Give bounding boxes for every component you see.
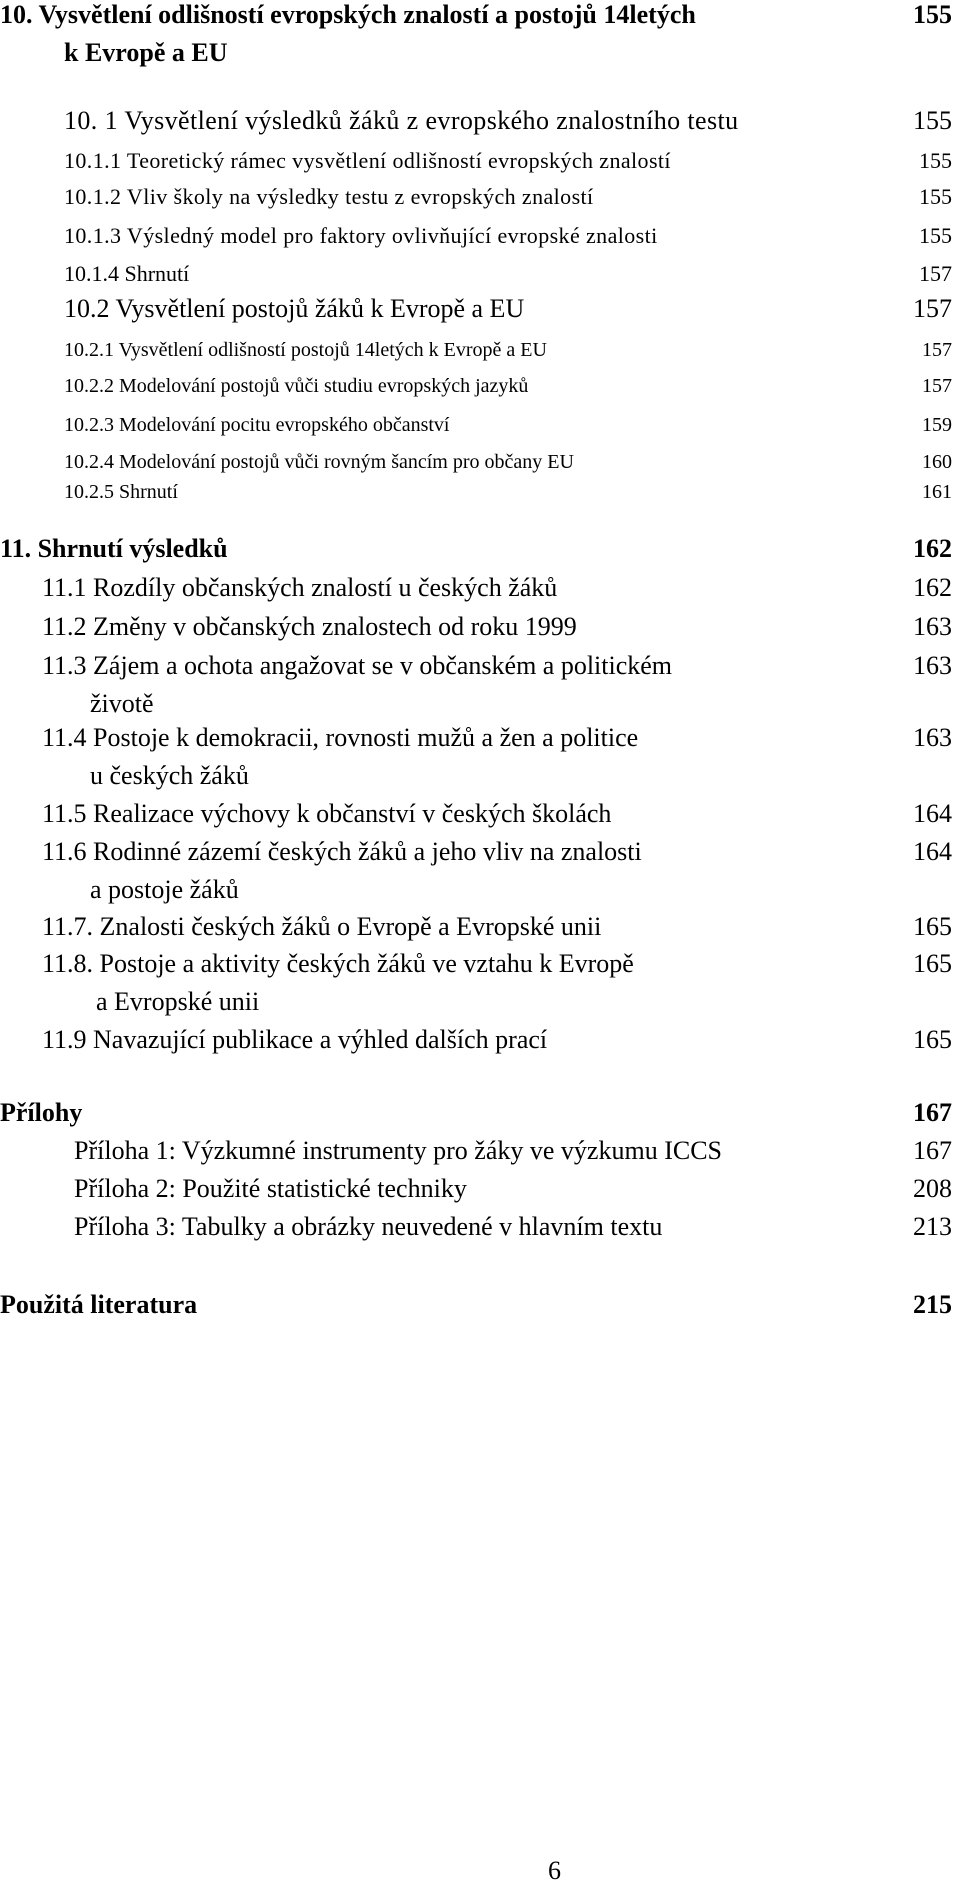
toc-entry-11-4-page: 163 xyxy=(913,723,952,752)
toc-entry-10-2-2: 10.2.2 Modelování postojů vůči studiu evropských jazyků xyxy=(64,375,529,397)
toc-entry-11-3: 11.3 Zájem a ochota angažovat se v občanském a politickém xyxy=(42,651,673,680)
toc-entry-10-1-1-page: 155 xyxy=(919,148,952,173)
toc-appendix-1-page: 167 xyxy=(913,1136,952,1165)
toc-appendix-2: Příloha 2: Použité statistické techniky xyxy=(74,1174,467,1203)
chapter10-title-line1: 10. Vysvětlení odlišností evropských znalostí a postojů 14letých xyxy=(0,0,696,29)
toc-entry-10-1-1: 10.1.1 Teoretický rámec vysvětlení odlišností evropských znalostí xyxy=(64,148,671,173)
literature-page: 215 xyxy=(913,1290,952,1319)
toc-entry-11-2: 11.2 Změny v občanských znalostech od roku 1999 xyxy=(42,612,577,641)
toc-entry-11-5: 11.5 Realizace výchovy k občanství v českých školách xyxy=(42,799,612,828)
toc-entry-10-2-4: 10.2.4 Modelování postojů vůči rovným šancím pro občany EU xyxy=(64,451,574,473)
toc-entry-10-2: 10.2 Vysvětlení postojů žáků k Evropě a EU xyxy=(64,294,525,323)
toc-entry-11-6: 11.6 Rodinné zázemí českých žáků a jeho vliv na znalosti xyxy=(42,837,642,866)
chapter11-page: 162 xyxy=(913,534,952,563)
toc-entry-11-6-page: 164 xyxy=(913,837,952,866)
toc-entry-11-4: 11.4 Postoje k demokracii, rovnosti mužů a žen a politice xyxy=(42,723,639,752)
toc-entry-11-8: 11.8. Postoje a aktivity českých žáků ve vztahu k Evropě xyxy=(42,949,634,978)
chapter11-title: 11. Shrnutí výsledků xyxy=(0,534,228,563)
toc-entry-11-3-page: 163 xyxy=(913,651,952,680)
toc-entry-10-2-5-page: 161 xyxy=(922,481,952,503)
toc-entry-10-1-2-page: 155 xyxy=(919,184,952,209)
toc-entry-11-4-line2: u českých žáků xyxy=(90,761,249,790)
toc-entry-11-6-line2: a postoje žáků xyxy=(90,875,239,904)
toc-entry-10-1-3-page: 155 xyxy=(919,223,952,248)
toc-entry-10-2-1: 10.2.1 Vysvětlení odlišností postojů 14letých k Evropě a EU xyxy=(64,339,547,361)
toc-entry-10-1-2: 10.1.2 Vliv školy na výsledky testu z evropských znalostí xyxy=(64,184,594,209)
toc-entry-11-1-page: 162 xyxy=(913,573,952,602)
toc-entry-10-1-4-page: 157 xyxy=(919,261,952,286)
toc-entry-11-8-page: 165 xyxy=(913,949,952,978)
toc-entry-11-5-page: 164 xyxy=(913,799,952,828)
toc-entry-10-2-1-page: 157 xyxy=(922,339,952,361)
toc-entry-10-1: 10. 1 Vysvětlení výsledků žáků z evropského znalostního testu xyxy=(64,106,739,135)
toc-entry-11-9: 11.9 Navazující publikace a výhled dalších prací xyxy=(42,1025,548,1054)
toc-entry-11-9-page: 165 xyxy=(913,1025,952,1054)
toc-entry-10-1-4: 10.1.4 Shrnutí xyxy=(64,261,190,286)
toc-entry-10-1-3: 10.1.3 Výsledný model pro faktory ovlivňující evropské znalosti xyxy=(64,223,658,248)
literature-title: Použitá literatura xyxy=(0,1290,198,1319)
chapter10-page: 155 xyxy=(913,0,952,29)
toc-entry-10-2-3-page: 159 xyxy=(922,414,952,436)
toc-entry-10-2-5: 10.2.5 Shrnutí xyxy=(64,481,178,503)
toc-entry-11-8-line2: a Evropské unii xyxy=(96,987,260,1016)
toc-entry-10-2-3: 10.2.3 Modelování pocitu evropského občanství xyxy=(64,414,450,436)
toc-entry-11-7-page: 165 xyxy=(913,912,952,941)
chapter10-title-line2: k Evropě a EU xyxy=(64,38,228,67)
toc-appendix-1: Příloha 1: Výzkumné instrumenty pro žáky ve výzkumu ICCS xyxy=(74,1136,722,1165)
toc-appendix-2-page: 208 xyxy=(913,1174,952,1203)
toc-appendix-3-page: 213 xyxy=(913,1212,952,1241)
toc-entry-10-2-4-page: 160 xyxy=(922,451,952,473)
footer-page-number: 6 xyxy=(548,1856,561,1885)
toc-entry-10-2-page: 157 xyxy=(913,294,952,323)
toc-entry-10-2-2-page: 157 xyxy=(922,375,952,397)
appendices-title: Přílohy xyxy=(0,1098,83,1127)
toc-entry-10-1-page: 155 xyxy=(913,106,952,135)
toc-appendix-3: Příloha 3: Tabulky a obrázky neuvedené v hlavním textu xyxy=(74,1212,663,1241)
toc-entry-11-2-page: 163 xyxy=(913,612,952,641)
appendices-page: 167 xyxy=(913,1098,952,1127)
toc-entry-11-1: 11.1 Rozdíly občanských znalostí u českých žáků xyxy=(42,573,558,602)
toc-entry-11-3-line2: životě xyxy=(90,689,154,718)
toc-entry-11-7: 11.7. Znalosti českých žáků o Evropě a Evropské unii xyxy=(42,912,602,941)
